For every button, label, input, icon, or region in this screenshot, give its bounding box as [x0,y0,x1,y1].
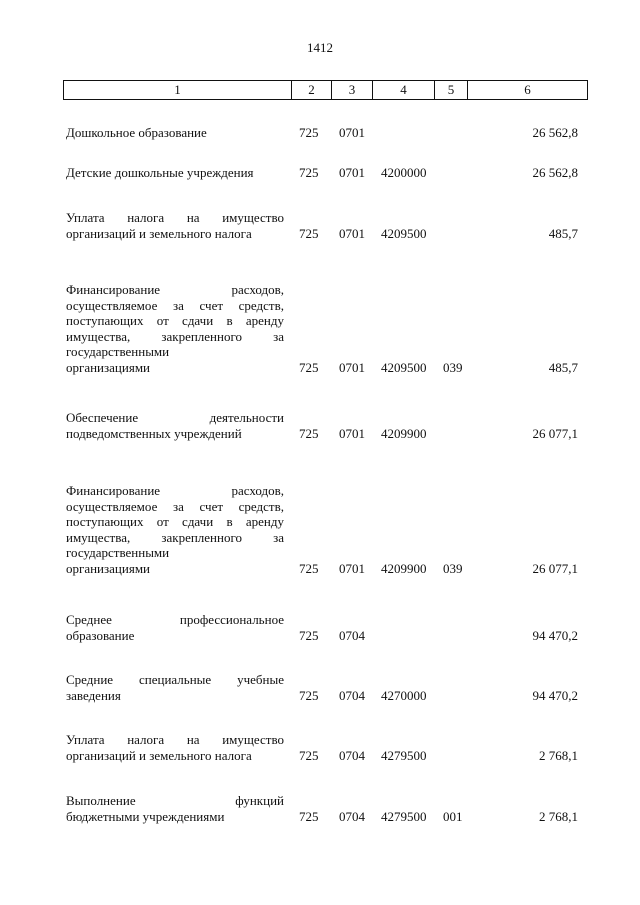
row-name-line: Уплата налога на имущество [66,732,284,747]
row-name [66,410,284,441]
row-name-line: Выполнение функций [66,793,284,808]
header-col-3: 3 [332,81,373,100]
row-c2: 725 [299,747,319,763]
row-name [66,165,284,181]
row-c2: 725 [299,359,319,375]
row-c4: 4270000 [381,687,427,703]
header-col-6: 6 [468,81,588,100]
row-name [66,483,284,576]
row-name [66,612,284,643]
row-name-line: Детские дошкольные учреждения [66,165,254,180]
row-name-line: поступающих от сдачи в аренду [66,514,284,529]
row-c6: 26 562,8 [532,165,578,180]
row-c2: 725 [299,687,319,703]
header-col-5: 5 [435,81,468,100]
row-c6: 485,7 [548,359,578,375]
row-c3: 0701 [339,359,365,375]
row-name-line: государственными [66,545,170,560]
row-c2: 725 [299,225,319,241]
row-c6: 94 470,2 [532,627,578,643]
header-col-1: 1 [64,81,292,100]
row-name-line: Финансирование расходов, [66,282,284,297]
row-c2: 725 [299,125,319,140]
row-name-line: имущества, закрепленного за [66,529,284,545]
row-c4: 4209900 [381,560,427,576]
column-header-row [63,80,588,100]
row-c4: 4279500 [381,808,427,824]
row-c4: 4279500 [381,747,427,763]
row-c4: 4209500 [381,225,427,241]
row-name-line: организациями [66,359,150,375]
row-name [66,282,284,375]
page-number: 1412 [307,40,333,55]
row-c4: 4200000 [381,165,427,180]
row-name-line: организаций и земельного налога [66,747,252,763]
row-name-line: осуществляемое за счет средств, [66,297,284,313]
row-c3: 0701 [339,425,365,441]
row-c2: 725 [299,425,319,441]
row-c3: 0704 [339,627,365,643]
row-name [66,672,284,703]
row-c6: 26 562,8 [532,125,578,140]
row-c2: 725 [299,808,319,824]
row-c3: 0701 [339,165,365,180]
row-name [66,732,284,763]
row-c6: 485,7 [548,225,578,241]
row-c5: 039 [443,560,463,576]
header-col-2: 2 [292,81,332,100]
row-c2: 725 [299,165,319,180]
row-name-line: поступающих от сдачи в аренду [66,313,284,328]
row-name-line: Средние специальные учебные [66,672,284,687]
row-c6: 2 768,1 [539,808,578,824]
row-name [66,125,284,141]
row-c4: 4209500 [381,359,427,375]
row-c3: 0701 [339,560,365,576]
row-name [66,210,284,241]
row-c6: 2 768,1 [539,747,578,763]
row-c3: 0701 [339,225,365,241]
row-c5: 001 [443,808,463,824]
header-col-4: 4 [373,81,435,100]
row-name-line: организациями [66,560,150,576]
row-name-line: заведения [66,687,121,703]
row-c3: 0704 [339,808,365,824]
row-name-line: Финансирование расходов, [66,483,284,498]
row-name-line: Обеспечение деятельности [66,410,284,425]
row-name [66,793,284,824]
row-c5: 039 [443,359,463,375]
row-name-line: бюджетными учреждениями [66,808,225,824]
row-c2: 725 [299,627,319,643]
row-name-line: образование [66,627,135,643]
row-name-line: подведомственных учреждений [66,425,242,441]
row-c4: 4209900 [381,425,427,441]
row-name-line: имущества, закрепленного за [66,328,284,344]
row-c6: 94 470,2 [532,687,578,703]
row-c3: 0704 [339,687,365,703]
row-c2: 725 [299,560,319,576]
row-c3: 0701 [339,125,365,140]
row-c6: 26 077,1 [532,425,578,441]
row-name-line: Среднее профессиональное [66,612,284,627]
row-name-line: Уплата налога на имущество [66,210,284,225]
row-c6: 26 077,1 [532,560,578,576]
row-c3: 0704 [339,747,365,763]
row-name-line: государственными [66,344,170,359]
row-name-line: Дошкольное образование [66,125,207,140]
row-name-line: осуществляемое за счет средств, [66,498,284,514]
row-name-line: организаций и земельного налога [66,225,252,241]
